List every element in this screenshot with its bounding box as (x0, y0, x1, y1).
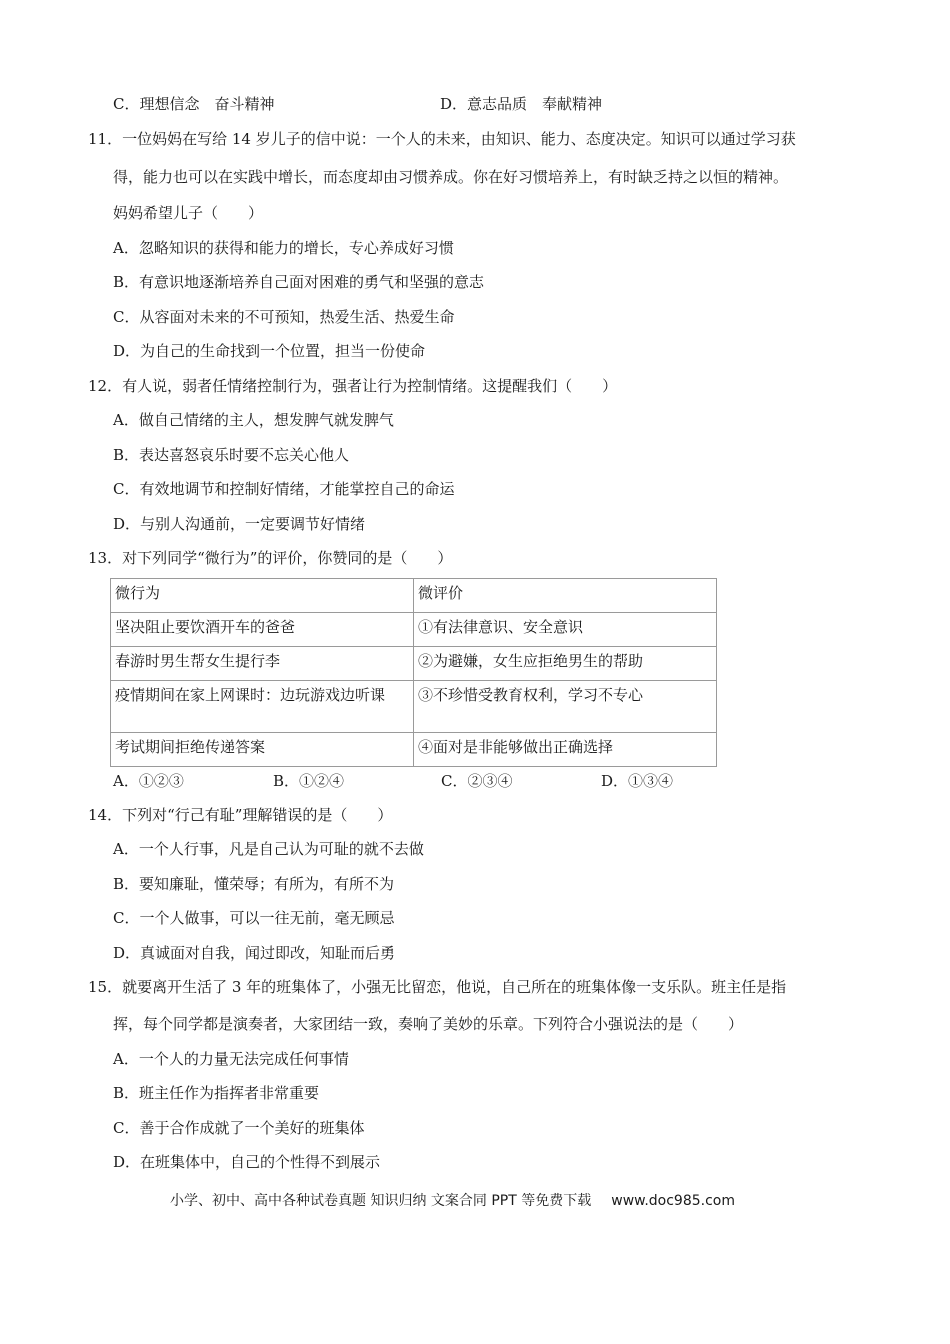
table-cell: 考试期间拒绝传递答案 (111, 733, 414, 767)
q12-option-b: B．表达喜怒哀乐时要不忘关心他人 (113, 446, 350, 464)
q11-option-a: A．忽略知识的获得和能力的增长，专心养成好习惯 (113, 239, 454, 257)
footer-url-link[interactable]: www.doc985.com (611, 1193, 735, 1209)
q13-option-b: B．①②④ (273, 772, 345, 790)
q13-stem: 13．对下列同学“微行为”的评价，你赞同的是（ ） (88, 549, 453, 567)
q15-option-b: B．班主任作为指挥者非常重要 (113, 1084, 320, 1102)
q13-option-a: A．①②③ (113, 772, 184, 790)
q13-option-d: D．①③④ (601, 772, 674, 790)
q15-stem-line-2: 挥，每个同学都是演奏者，大家团结一致，奏响了美妙的乐章。下列符合小强说法的是（ ） (113, 1015, 744, 1033)
table-cell: ①有法律意识、安全意识 (414, 613, 717, 647)
table-row (111, 681, 717, 733)
q15-stem-line-1: 15．就要离开生活了 3 年的班集体了，小强无比留恋，他说，自己所在的班集体像一支乐队。班主任是指 (88, 978, 787, 996)
q10-option-d: D．意志品质 奉献精神 (440, 95, 603, 113)
q11-option-c: C．从容面对未来的不可预知，热爱生活、热爱生命 (113, 308, 455, 326)
q12-option-c: C．有效地调节和控制好情绪，才能掌控自己的命运 (113, 480, 455, 498)
q11-stem-line-2: 得，能力也可以在实践中增长，而态度却由习惯养成。你在好习惯培养上，有时缺乏持之以恒的精神。 (113, 168, 789, 186)
q13-table (110, 578, 717, 767)
q14-option-b: B．要知廉耻，懂荣辱；有所为，有所不为 (113, 875, 395, 893)
table-row (111, 733, 717, 767)
q14-stem: 14．下列对“行己有耻”理解错误的是（ ） (88, 806, 393, 824)
q12-option-d: D．与别人沟通前，一定要调节好情绪 (113, 515, 366, 533)
table-cell: 春游时男生帮女生提行李 (111, 647, 414, 681)
q13-option-c: C．②③④ (441, 772, 513, 790)
table-header-cell: 微行为 (111, 579, 414, 613)
table-cell: ③不珍惜受教育权利，学习不专心 (414, 681, 717, 733)
q11-stem-line-1: 11．一位妈妈在写给 14 岁儿子的信中说：一个人的未来，由知识、能力、态度决定。知识可以通过学习获 (88, 130, 796, 148)
q14-option-d: D．真诚面对自我，闻过即改，知耻而后勇 (113, 944, 396, 962)
q15-option-c: C．善于合作成就了一个美好的班集体 (113, 1119, 365, 1137)
q14-option-c: C．一个人做事，可以一往无前，毫无顾忌 (113, 909, 395, 927)
q10-option-c: C．理想信念 奋斗精神 (113, 95, 275, 113)
table-row (111, 647, 717, 681)
q14-option-a: A．一个人行事，凡是自己认为可耻的就不去做 (113, 840, 424, 858)
q12-option-a: A．做自己情绪的主人，想发脾气就发脾气 (113, 411, 394, 429)
footer-text: 小学、初中、高中各种试卷真题 知识归纳 文案合同 PPT 等免费下载 (170, 1193, 592, 1209)
table-header-cell: 微评价 (414, 579, 717, 613)
q11-option-d: D．为自己的生命找到一个位置，担当一份使命 (113, 342, 426, 360)
table-cell: ④面对是非能够做出正确选择 (414, 733, 717, 767)
table-cell: ②为避嫌，女生应拒绝男生的帮助 (414, 647, 717, 681)
page-footer (170, 1191, 735, 1211)
table-row (111, 613, 717, 647)
q13-options (113, 771, 673, 791)
table-cell: 坚决阻止要饮酒开车的爸爸 (111, 613, 414, 647)
q15-option-d: D．在班集体中，自己的个性得不到展示 (113, 1153, 381, 1171)
table-header-row (111, 579, 717, 613)
q15-option-a: A．一个人的力量无法完成任何事情 (113, 1050, 349, 1068)
q11-stem-line-3: 妈妈希望儿子（ ） (113, 204, 264, 222)
q11-option-b: B．有意识地逐渐培养自己面对困难的勇气和坚强的意志 (113, 273, 485, 291)
q12-stem: 12．有人说，弱者任情绪控制行为，强者让行为控制情绪。这提醒我们（ ） (88, 377, 618, 395)
table-cell: 疫情期间在家上网课时：边玩游戏边听课 (111, 681, 414, 733)
